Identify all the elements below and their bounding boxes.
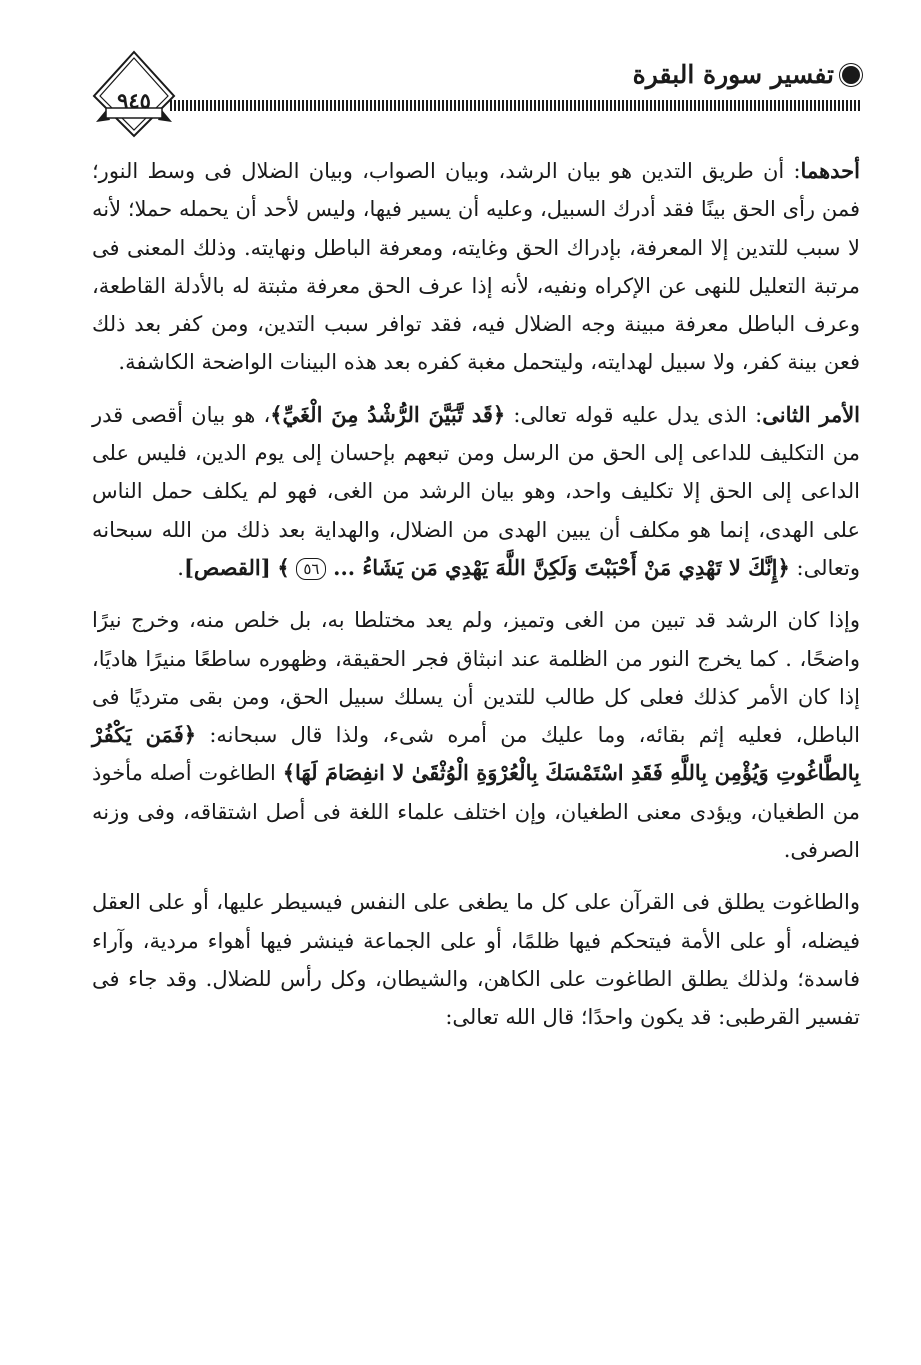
paragraph-2-text-a: : الذى يدل عليه قوله تعالى:	[505, 402, 763, 427]
page-number-badge	[92, 50, 176, 140]
quran-verse-close: ﴾	[277, 554, 290, 580]
paragraph-1-lead: أحدهما	[800, 158, 860, 183]
quran-verse-baqarah-256b: ﴿فَمَن يَكْفُرْ بِالطَّاغُوتِ وَيُؤْمِن بِاللَّهِ فَقَدِ اسْتَمْسَكَ بِالْعُرْوَةِ الْوُثْقَىٰ لا انفِصَامَ لَهَا﴾	[92, 722, 860, 786]
paragraph-2	[92, 396, 860, 587]
running-title	[633, 60, 860, 89]
page-number: ٩٤٥	[117, 88, 151, 113]
quran-verse-qasas-56: ﴿إِنَّكَ لا تَهْدِي مَنْ أَحْبَبْتَ وَلَكِنَّ اللَّهَ يَهْدِي مَن يَشَاءُ ...	[333, 554, 790, 580]
paragraph-2-end: .	[177, 555, 184, 580]
page-header	[92, 50, 860, 150]
quran-verse-baqarah-256: ﴿قَد تَّبَيَّنَ الرُّشْدُ مِنَ الْغَيِّ﴾	[270, 401, 506, 427]
surah-reference: [القصص]	[183, 554, 271, 580]
paragraph-2-text-b: ، هو بيان أقصى قدر من التكليف للداعى إلى الحق من الرسل ومن تبعهم بإحسان إلى يوم الدين، فليس على الداعى إلى الحق إلا تكليف واحد، وهو بيان الرشد من الغى، فهو لم يكلف حمل الناس على الهدى، إنما هو مكلف أن يبين الهدى من الضلال، والهداية بعد ذلك من الله سبحانه وتعالى:	[92, 402, 860, 580]
paragraph-3-text-a: وإذا كان الرشد قد تبين من الغى وتميز، ولم يعد مختلطا به، بل خلص منه، وخرج نيرًا واضحًا، . كما يخرج النور من الظلمة عند انبثاق فجر الحقيقة، وظهوره ساطعًا منيرًا هاديًا، إذا كان الأمر كذلك فعلى كل طالب للتدين أن يسلك سبيل الحق، ومن بقى مترديًا فى الباطل، فعليه إثم بقائه، وما عليك من أمره شىء، ولذا قال سبحانه:	[92, 608, 860, 748]
paragraph-1-text: : أن طريق التدين هو بيان الرشد، وبيان الصواب، وبيان الضلال فى وسط النور؛ فمن رأى الحق بينًا فقد أدرك السبيل، وعليه أن يسير فيها، وليس لأحد أن يحمله حملا؛ لأنه لا سبب للتدين إلا المعرفة، بإدراك الحق وغايته، ومعرفة الباطل ونهايته. وذلك المعنى فى مرتبة التعليل للنهى عن الإكراه ونفيه، لأنه إذا عرف الحق معرفة مثبتة له بالأدلة القاطعة، وعرف الباطل معرفة مبينة وجه الضلال فيه، فقد توافر سبب التدين، ومن كفر بعد ذلك فعن بينة كفر، ولا سبيل لهدايته، وليتحمل مغبة كفره بعد هذه البينات الواضحة الكاشفة.	[92, 159, 860, 375]
paragraph-3	[92, 601, 860, 869]
paragraph-4-text: والطاغوت يطلق فى القرآن على كل ما يطغى على النفس فيسيطر عليها، أو على العقل فيضله، أو على الأمة فيتحكم فيها ظلمًا، أو على الجماعة فينشر فيها أهواء مردية، وآراء فاسدة؛ ولذلك يطلق الطاغوت على الكاهن، والشيطان، وكل رأس للضلال. وقد جاء فى تفسير القرطبى: قد يكون واحدًا؛ قال الله تعالى:	[92, 890, 860, 1030]
paragraph-1	[92, 152, 860, 382]
paragraph-2-lead: الأمر الثانى	[762, 401, 861, 427]
paragraph-4	[92, 883, 860, 1036]
ayah-number-marker: ٥٦	[296, 558, 326, 580]
title-ornament-icon	[842, 66, 860, 84]
header-rule	[170, 100, 860, 111]
page-body	[92, 152, 860, 1051]
surah-title: تفسير سورة البقرة	[632, 60, 834, 89]
paragraph-3-text-b: الطاغوت أصله مأخوذ من الطغيان، ويؤدى معنى الطغيان، وإن اختلف علماء اللغة فى أصل اشتقاقه، وفى وزنه الصرفى.	[92, 761, 860, 863]
